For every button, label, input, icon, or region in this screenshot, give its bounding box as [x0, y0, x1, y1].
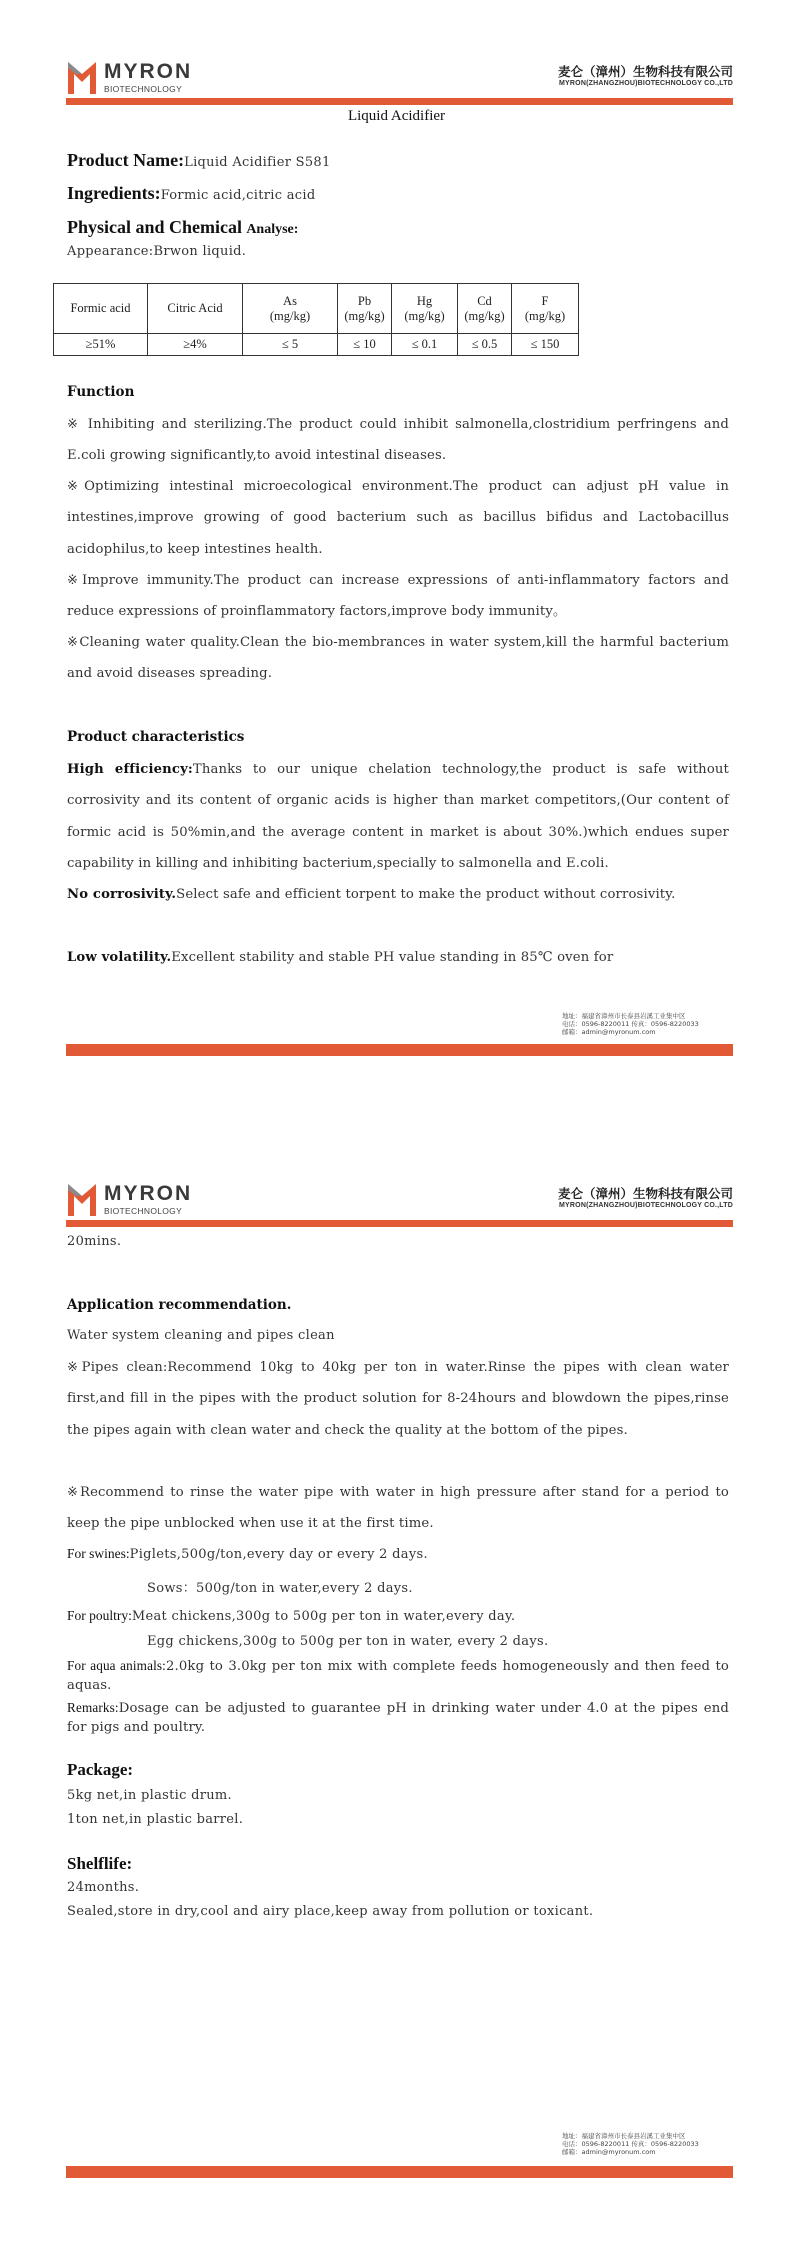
footer-accent-bar [66, 1044, 733, 1056]
product-name-label: Product Name: [67, 150, 185, 170]
dosage-swines [67, 1546, 428, 1562]
characteristic-item [67, 754, 729, 879]
characteristic-item [67, 879, 729, 910]
characteristic-label: High efficiency: [67, 762, 193, 777]
package-line: 1ton net,in plastic barrel. [67, 1812, 244, 1827]
characteristic-text: Excellent stability and stable PH value standing in 85℃ oven for [171, 950, 614, 965]
pipes-clean-text: ※Pipes clean:Recommend 10kg to 40kg per ton in water.Rinse the pipes with clean water first,and fill in the pipes with the product solution for 8-24hours and blowdown the pipes,rinse the pipes again with clean water and check the quality at the bottom of the pipes. [67, 1360, 729, 1438]
rinse-note-text: ※Recommend to rinse the water pipe with water in high pressure after stand for a period to keep the pipe unblocked when use it at the first time. [67, 1485, 729, 1532]
aqua-text: 2.0kg to 3.0kg per ton mix with complete feeds homogeneously and then feed to aquas. [67, 1659, 729, 1693]
myron-logo-icon [66, 1180, 98, 1218]
swines-line-1: Piglets,500g/ton,every day or every 2 days. [129, 1547, 428, 1562]
shelflife-line: 24months. [67, 1880, 140, 1895]
swines-label: For swines: [67, 1546, 130, 1561]
package-line: 5kg net,in plastic drum. [67, 1788, 232, 1803]
brand-name: MYRON [104, 60, 193, 83]
spec-value-cell: ≤ 150 [512, 334, 579, 356]
company-name-cn: 麦仑（漳州）生物科技有限公司 [557, 1186, 733, 1201]
characteristic-label: Low volatility. [67, 950, 172, 965]
shelflife-line: Sealed,store in dry,cool and airy place,keep away from pollution or toxicant. [67, 1904, 594, 1919]
brand-name: MYRON [104, 1182, 193, 1205]
package-heading: Package: [67, 1760, 134, 1779]
product-name-value: Liquid Acidifier S581 [184, 155, 331, 170]
spec-table [53, 283, 579, 356]
myron-logo-icon [66, 58, 98, 96]
document-title: Liquid Acidifier [347, 108, 446, 124]
footer-phone: 电话：0596-8220011 传真：0596-8220033 [562, 2140, 699, 2148]
continued-text: 20mins. [67, 1234, 122, 1249]
page-footer [562, 2132, 699, 2156]
shelflife-heading: Shelflife: [67, 1854, 133, 1873]
footer-address: 地址：福建省漳州市长泰县岩溪工业集中区 [562, 1012, 686, 1020]
ingredients-value: Formic acid,citric acid [160, 188, 316, 203]
spec-header-cell: Hg (mg/kg) [392, 284, 458, 334]
header-accent-bar [66, 98, 733, 105]
appearance-text: Appearance:Brwon liquid. [67, 244, 247, 259]
aqua-label: For aqua animals: [67, 1658, 166, 1673]
dosage-aqua [67, 1656, 729, 1695]
spec-value-cell: ≥51% [54, 334, 148, 356]
function-heading: Function [67, 384, 135, 400]
footer-accent-bar [66, 2166, 733, 2178]
footer-email: 邮箱：admin@myronum.com [562, 2148, 656, 2156]
brand-subtitle: BIOTECHNOLOGY [104, 84, 183, 94]
function-item: ※ Inhibiting and sterilizing.The product could inhibit salmonella,clostridium perfringens and E.coli growing significantly,to avoid intestinal diseases. [67, 417, 729, 464]
characteristic-item [67, 942, 729, 973]
spec-header-cell: Pb (mg/kg) [338, 284, 392, 334]
spec-value-cell: ≤ 10 [338, 334, 392, 356]
function-item: ※Cleaning water quality.Clean the bio-membrances in water system,kill the harmful bacterium and avoid diseases spreading. [67, 635, 729, 682]
remarks [67, 1698, 729, 1737]
footer-phone: 电话：0596-8220011 传真：0596-8220033 [562, 1020, 699, 1028]
remarks-text: Dosage can be adjusted to guarantee pH in drinking water under 4.0 at the pipes end for pigs and poultry. [67, 1701, 729, 1735]
physchem-label-2: Analyse: [246, 222, 299, 237]
spec-table-value-row [54, 334, 579, 356]
spec-table-header-row [54, 284, 579, 334]
poultry-label: For poultry: [67, 1608, 132, 1623]
spec-value-cell: ≥4% [148, 334, 243, 356]
brand-subtitle: BIOTECHNOLOGY [104, 1206, 183, 1216]
company-name-en: MYRON(ZHANGZHOU)BIOTECHNOLOGY CO.,LTD [559, 80, 733, 87]
spec-header-cell: Formic acid [54, 284, 148, 334]
spec-value-cell: ≤ 5 [243, 334, 338, 356]
application-subheading: Water system cleaning and pipes clean [67, 1328, 335, 1343]
footer-address: 地址：福建省漳州市长泰县岩溪工业集中区 [562, 2132, 686, 2140]
characteristic-label: No corrosivity. [67, 887, 177, 902]
characteristic-text: Select safe and efficient torpent to make the product without corrosivity. [176, 887, 676, 902]
application-heading: Application recommendation. [67, 1297, 292, 1313]
poultry-line-2: Egg chickens,300g to 500g per ton in water, every 2 days. [147, 1634, 549, 1649]
header-accent-bar [66, 1220, 733, 1227]
spec-value-cell: ≤ 0.1 [392, 334, 458, 356]
page-footer [562, 1012, 699, 1036]
spec-header-cell: F (mg/kg) [512, 284, 579, 334]
physchem-label: Physical and Chemical [67, 217, 243, 237]
spec-header-cell: As (mg/kg) [243, 284, 338, 334]
function-item: ※Improve immunity.The product can increase expressions of anti-inflammatory factors and reduce expressions of proinflammatory factors,improve body immunity。 [67, 573, 729, 620]
characteristic-text: Thanks to our unique chelation technology,the product is safe without corrosivity and its content of organic acids is higher than market competitors,(Our content of formic acid is 50%min,and the average content in market is about 30%.)which endues super capability in killing and inhibiting bacterium,specially to salmonella and E.coli. [67, 762, 729, 871]
company-name-en: MYRON(ZHANGZHOU)BIOTECHNOLOGY CO.,LTD [559, 1202, 733, 1209]
ingredients-label: Ingredients: [67, 183, 161, 203]
remarks-label: Remarks: [67, 1700, 119, 1715]
poultry-line-1: Meat chickens,300g to 500g per ton in water,every day. [131, 1609, 516, 1624]
footer-email: 邮箱：admin@myronum.com [562, 1028, 656, 1036]
company-name-cn: 麦仑（漳州）生物科技有限公司 [557, 64, 733, 79]
spec-value-cell: ≤ 0.5 [458, 334, 512, 356]
characteristics-heading: Product characteristics [67, 729, 245, 745]
page-2 [0, 1122, 793, 2244]
swines-line-2: Sows：500g/ton in water,every 2 days. [147, 1581, 413, 1596]
spec-header-cell: Citric Acid [148, 284, 243, 334]
function-item: ※Optimizing intestinal microecological environment.The product can adjust pH value in intestines,improve growing of good bacterium such as bacillus bifidus and Lactobacillus acidophilus,to keep intestines health. [67, 479, 729, 557]
spec-header-cell: Cd (mg/kg) [458, 284, 512, 334]
dosage-poultry [67, 1608, 515, 1624]
